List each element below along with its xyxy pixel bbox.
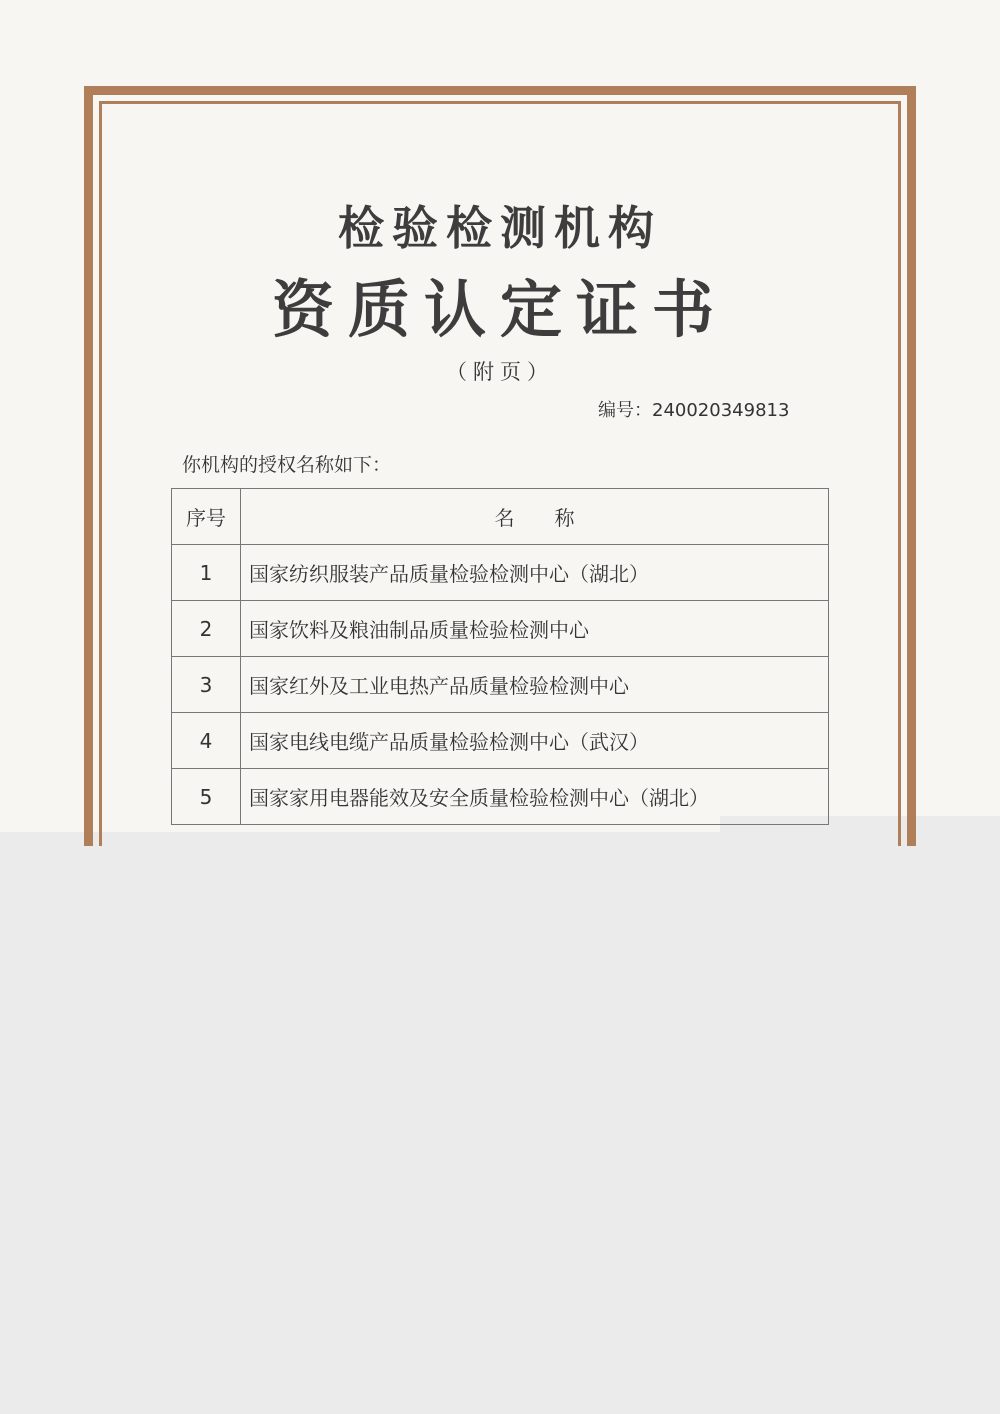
row-name: 国家红外及工业电热产品质量检验检测中心 (241, 657, 829, 713)
table-row (172, 657, 829, 713)
table-header-row (172, 489, 829, 545)
certificate-title-line1: 检验检测机构 (338, 201, 662, 255)
certificate-subtitle: （附页） (446, 360, 554, 384)
row-name: 国家电线电缆产品质量检验检测中心（武汉） (241, 713, 829, 769)
seq-column-header: 序号 (172, 489, 241, 545)
row-name: 国家家用电器能效及安全质量检验检测中心（湖北） (241, 769, 829, 825)
row-seq: 5 (172, 769, 241, 825)
row-seq: 4 (172, 713, 241, 769)
authorization-intro: 你机构的授权名称如下： (182, 454, 392, 476)
table-row (172, 601, 829, 657)
certificate-number (598, 396, 789, 422)
table-row (172, 545, 829, 601)
row-seq: 1 (172, 545, 241, 601)
certificate-number-label: 编号： (598, 400, 652, 421)
table-row (172, 769, 829, 825)
name-column-header: 名称 (241, 489, 829, 545)
row-seq: 3 (172, 657, 241, 713)
authorized-names-table (171, 488, 829, 825)
certificate-title-line2: 资质认定证书 (271, 273, 728, 346)
certificate-number-value: 240020349813 (652, 400, 790, 421)
table-row (172, 713, 829, 769)
row-name: 国家饮料及粮油制品质量检验检测中心 (241, 601, 829, 657)
row-seq: 2 (172, 601, 241, 657)
row-name: 国家纺织服装产品质量检验检测中心（湖北） (241, 545, 829, 601)
